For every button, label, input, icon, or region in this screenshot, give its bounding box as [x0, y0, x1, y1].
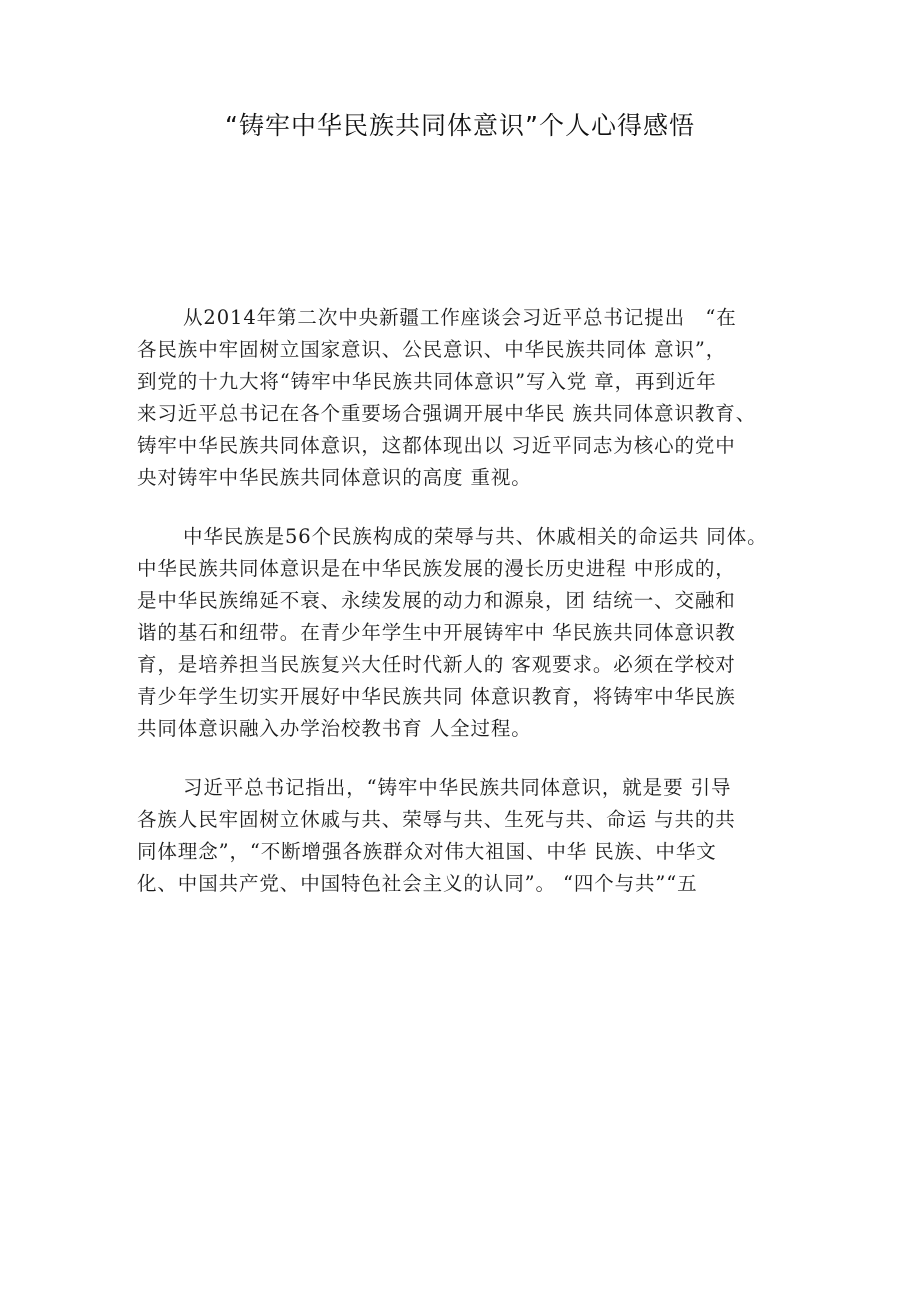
document-body [137, 302, 787, 927]
paragraph-1 [137, 302, 787, 494]
text-line: 是中华民族绵延不衰、永续发展的动力和源泉，团 结统一、交融和 [137, 589, 736, 612]
paragraph-2 [137, 521, 787, 745]
text-line: 来习近平总书记在各个重要场合强调开展中华民 族共同体意识教育、 [137, 402, 757, 425]
document-title: “铸牢中华民族共同体意识”个人心得感悟 [225, 111, 695, 140]
text-line: 铸牢中华民族共同体意识，这都体现出以 习近平同志为核心的党中 [137, 434, 736, 457]
text-line: 青少年学生切实开展好中华民族共同 体意识教育，将铸牢中华民族 [137, 685, 736, 708]
text-line: 中华民族共同体意识是在中华民族发展的漫长历史进程 中形成的， [137, 557, 736, 580]
text-line: 各民族中牢固树立国家意识、公民意识、中华民族共同体 意识”， [137, 338, 727, 361]
text-line: 同体理念”，“不断增强各族群众对伟大祖国、中华 民族、中华文 [137, 840, 717, 863]
text-line: 谐的基石和纽带。在青少年学生中开展铸牢中 华民族共同体意识教 [137, 621, 736, 644]
paragraph-3 [137, 772, 787, 900]
text-line: 育，是培养担当民族复兴大任时代新人的 客观要求。必须在学校对 [137, 653, 736, 676]
text-line: 化、中国共产党、中国特色社会主义的认同”。 “四个与共”“五 [137, 872, 698, 895]
text-line: 央对铸牢中华民族共同体意识的高度 重视。 [137, 466, 532, 489]
text-line: 中华民族是56个民族构成的荣辱与共、休戚相关的命运共 同体。 [183, 525, 768, 548]
text-line: 习近平总书记指出，“铸牢中华民族共同体意识，就是要 引导 [183, 776, 732, 799]
text-line: 到党的十九大将“铸牢中华民族共同体意识”写入党 章，再到近年 [137, 370, 717, 393]
text-line: 从2014年第二次中央新疆工作座谈会习近平总书记提出 “在 [183, 306, 737, 329]
text-line: 共同体意识融入办学治校教书育 人全过程。 [137, 717, 532, 740]
text-line: 各族人民牢固树立休戚与共、荣辱与共、生死与共、命运 与共的共 [137, 808, 736, 831]
